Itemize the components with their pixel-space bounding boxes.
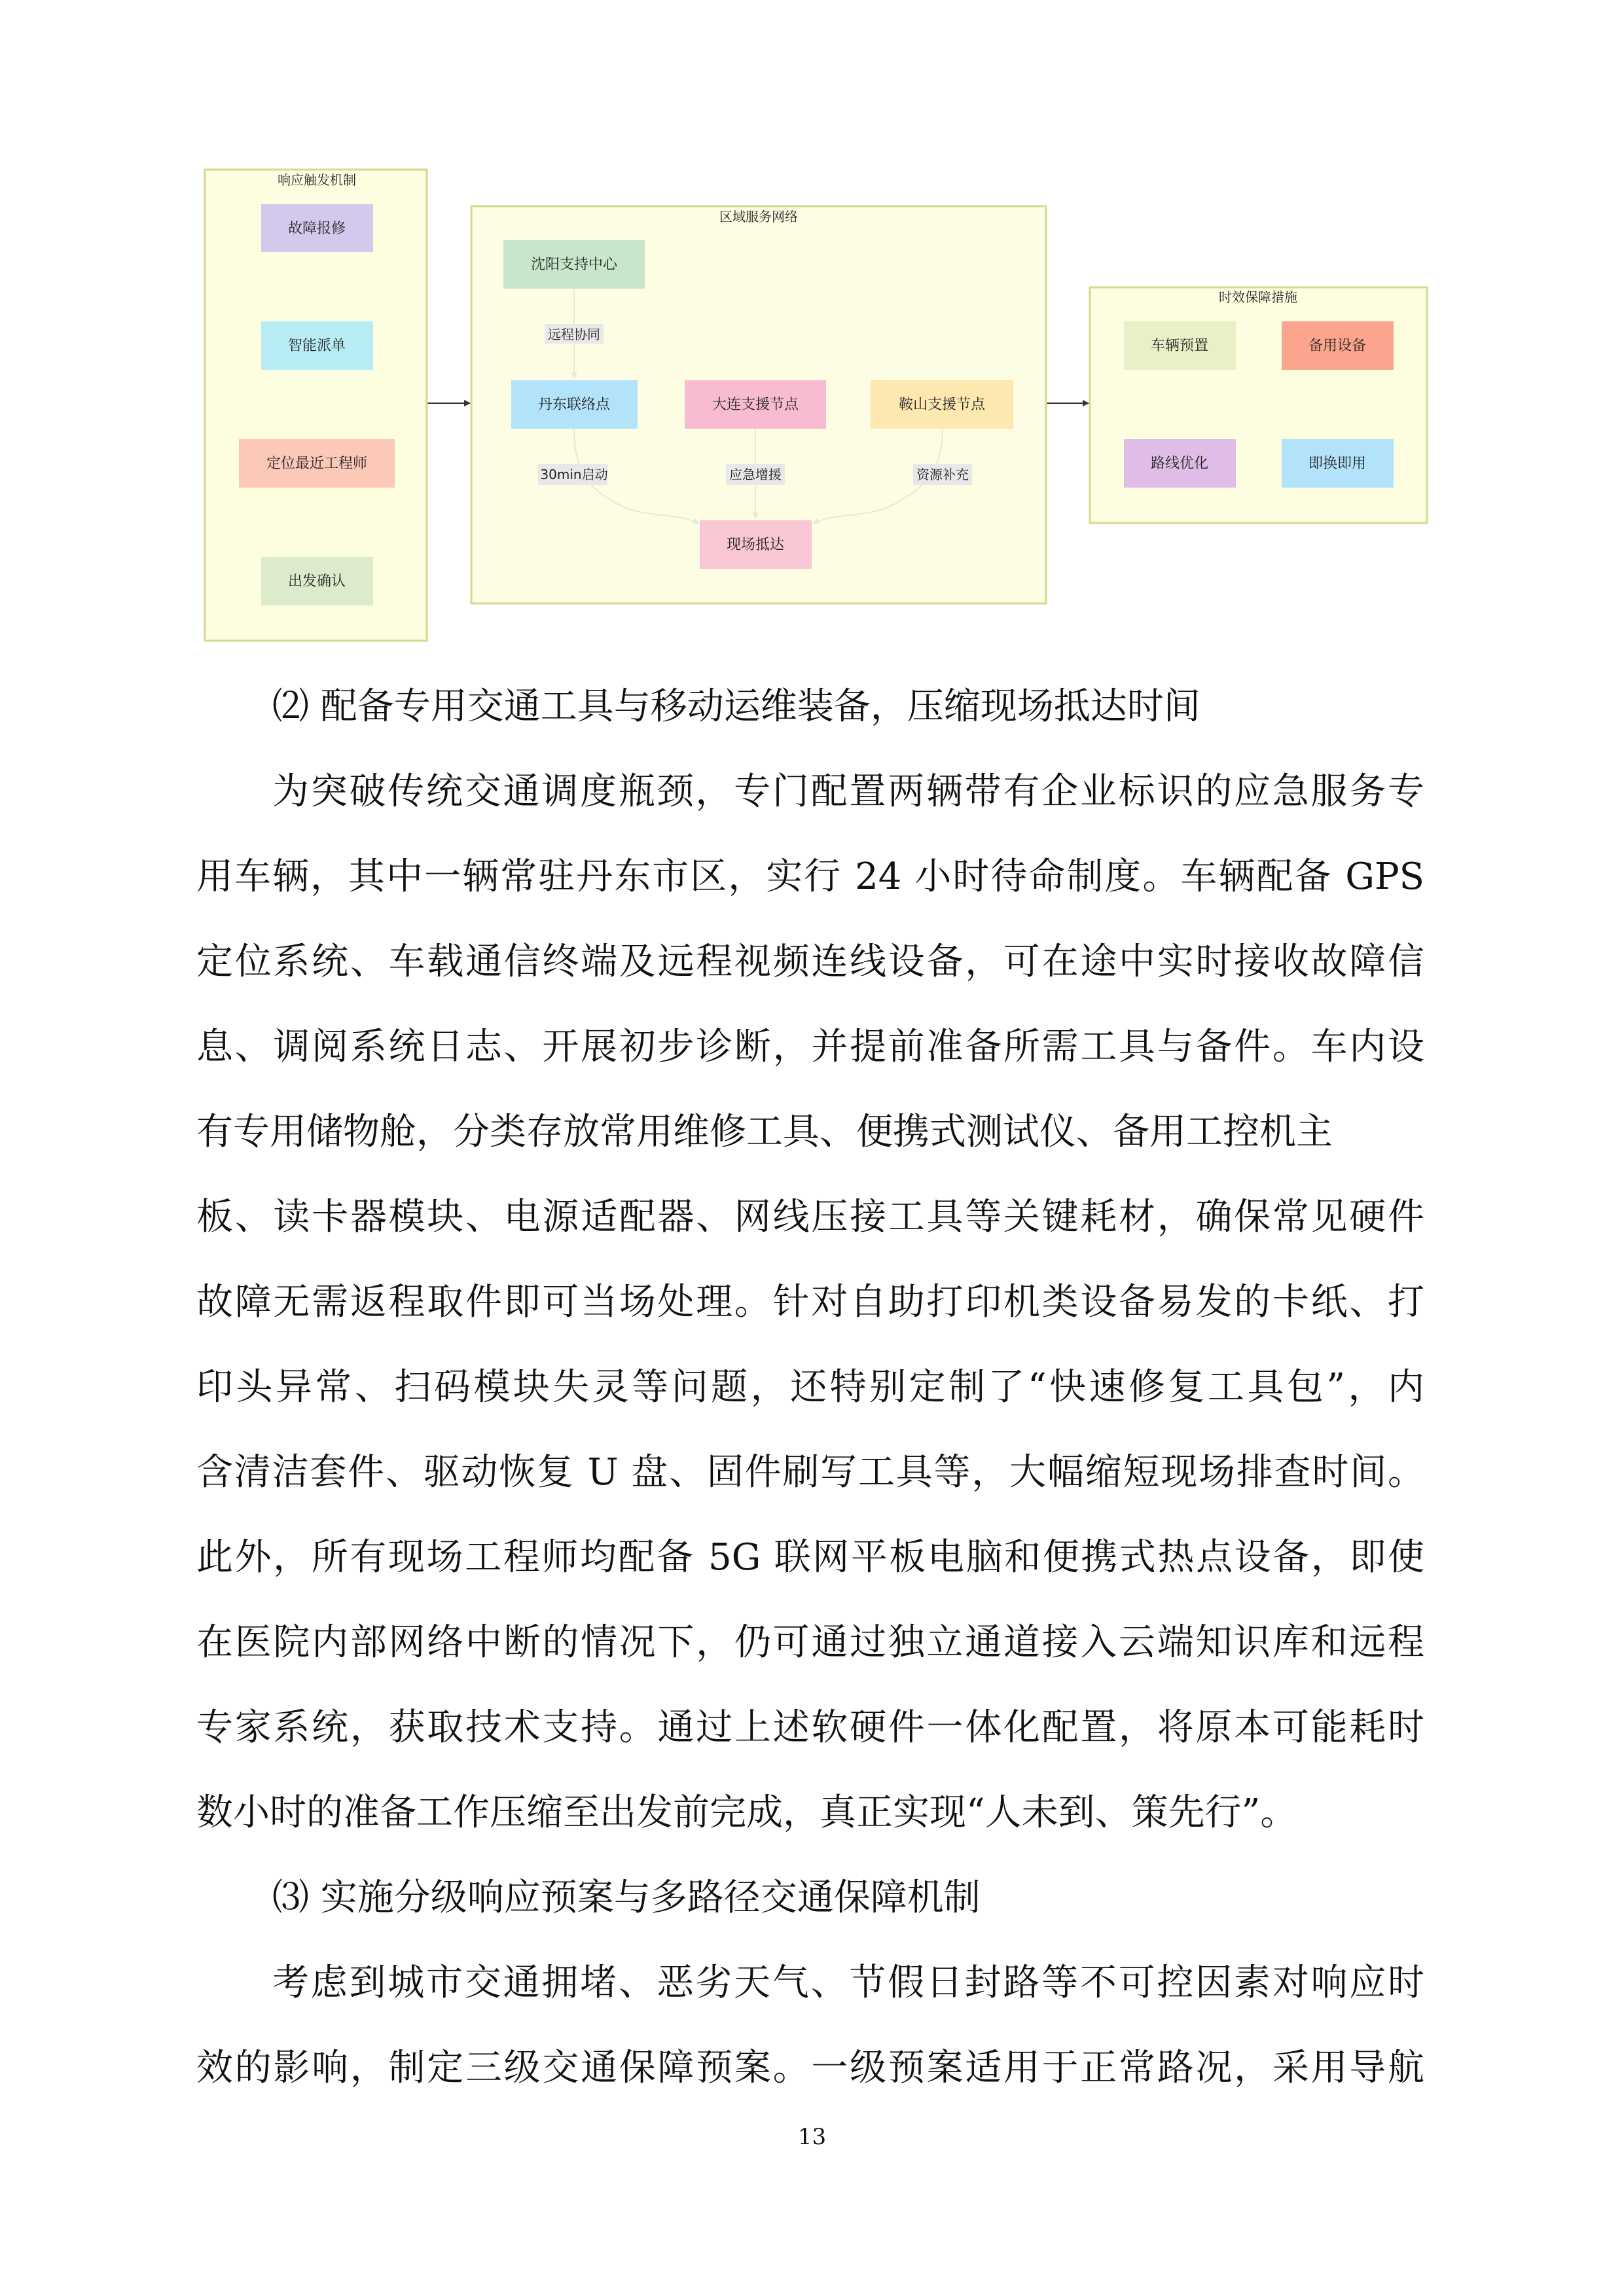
paragraph-line: 含清洁套件、驱动恢复 U 盘、固件刷写工具等，大幅缩短现场排查时间。 <box>196 1451 1424 1494</box>
node-label: 现场抵达 <box>726 537 785 553</box>
paragraph-line: 此外，所有现场工程师均配备 5G 联网平板电脑和便携式热点设备，即使 <box>196 1536 1424 1579</box>
node-label: 智能派单 <box>287 338 346 354</box>
paragraph-line: 定位系统、车载通信终端及远程视频连线设备，可在途中实时接收故障信 <box>196 941 1424 983</box>
paragraph-line: 在医院内部网络中断的情况下，仍可通过独立通道接入云端知识库和远程 <box>196 1621 1424 1664</box>
group-response-trigger <box>205 170 427 641</box>
page-number: 13 <box>797 2124 827 2150</box>
node-label: 出发确认 <box>287 573 346 590</box>
node-label: 沈阳支持中心 <box>530 257 618 273</box>
paragraph-line: 效的影响，制定三级交通保障预案。一级预案适用于正常路况，采用导航 <box>196 2047 1424 2089</box>
paragraph-line: 考虑到城市交通拥堵、恶劣天气、节假日封路等不可控因素对响应时 <box>272 1962 1424 2004</box>
edge-label: 30min启动 <box>540 467 608 482</box>
node-label: 大连支援节点 <box>712 397 799 413</box>
paragraph-line: 故障无需返程取件即可当场处理。针对自助打印机类设备易发的卡纸、打 <box>196 1281 1424 1323</box>
node-label: 车辆预置 <box>1150 338 1209 354</box>
paragraph-line: 用车辆，其中一辆常驻丹东市区，实行 24 小时待命制度。车辆配备 GPS <box>196 855 1424 898</box>
node-label: 备用设备 <box>1308 338 1367 354</box>
group-title: 区域服务网络 <box>719 209 798 224</box>
section-heading: ⑵ 配备专用交通工具与移动运维装备，压缩现场抵达时间 <box>272 685 1200 728</box>
paragraph-line: 为突破传统交通调度瓶颈，专门配置两辆带有企业标识的应急服务专 <box>272 770 1424 813</box>
node-label: 丹东联络点 <box>537 397 611 413</box>
group-timeliness-measures <box>1090 287 1427 523</box>
paragraph-line: 息、调阅系统日志、开展初步诊断，并提前准备所需工具与备件。车内设 <box>196 1026 1424 1068</box>
paragraph-line: 有专用储物舱，分类存放常用维修工具、便携式测试仪、备用工控机主 <box>196 1111 1333 1153</box>
edge-label: 应急增援 <box>729 467 782 482</box>
paragraph-line: 专家系统，获取技术支持。通过上述软硬件一体化配置，将原本可能耗时 <box>196 1706 1424 1749</box>
node-label: 即换即用 <box>1308 456 1367 472</box>
paragraph-line: 板、读卡器模块、电源适配器、网线压接工具等关键耗材，确保常见硬件 <box>196 1196 1424 1238</box>
group-title: 时效保障措施 <box>1219 289 1297 305</box>
node-label: 路线优化 <box>1150 456 1209 472</box>
node-label: 鞍山支援节点 <box>898 397 986 413</box>
body-text <box>196 664 1424 2111</box>
group-regional-network <box>471 206 1046 603</box>
paragraph-line: 数小时的准备工作压缩至出发前完成，真正实现“人未到、策先行”。 <box>196 1791 1297 1834</box>
group-title: 响应触发机制 <box>278 172 356 188</box>
node-label: 故障报修 <box>287 221 346 237</box>
paragraph-line: 印头异常、扫码模块失灵等问题，还特别定制了“快速修复工具包”，内 <box>196 1366 1424 1408</box>
flow-diagram <box>0 0 1624 655</box>
edge-label: 资源补充 <box>916 467 969 482</box>
node-label: 定位最近工程师 <box>266 456 368 472</box>
edge-label: 远程协同 <box>548 327 600 342</box>
section-heading: ⑶ 实施分级响应预案与多路径交通保障机制 <box>272 1876 981 1919</box>
